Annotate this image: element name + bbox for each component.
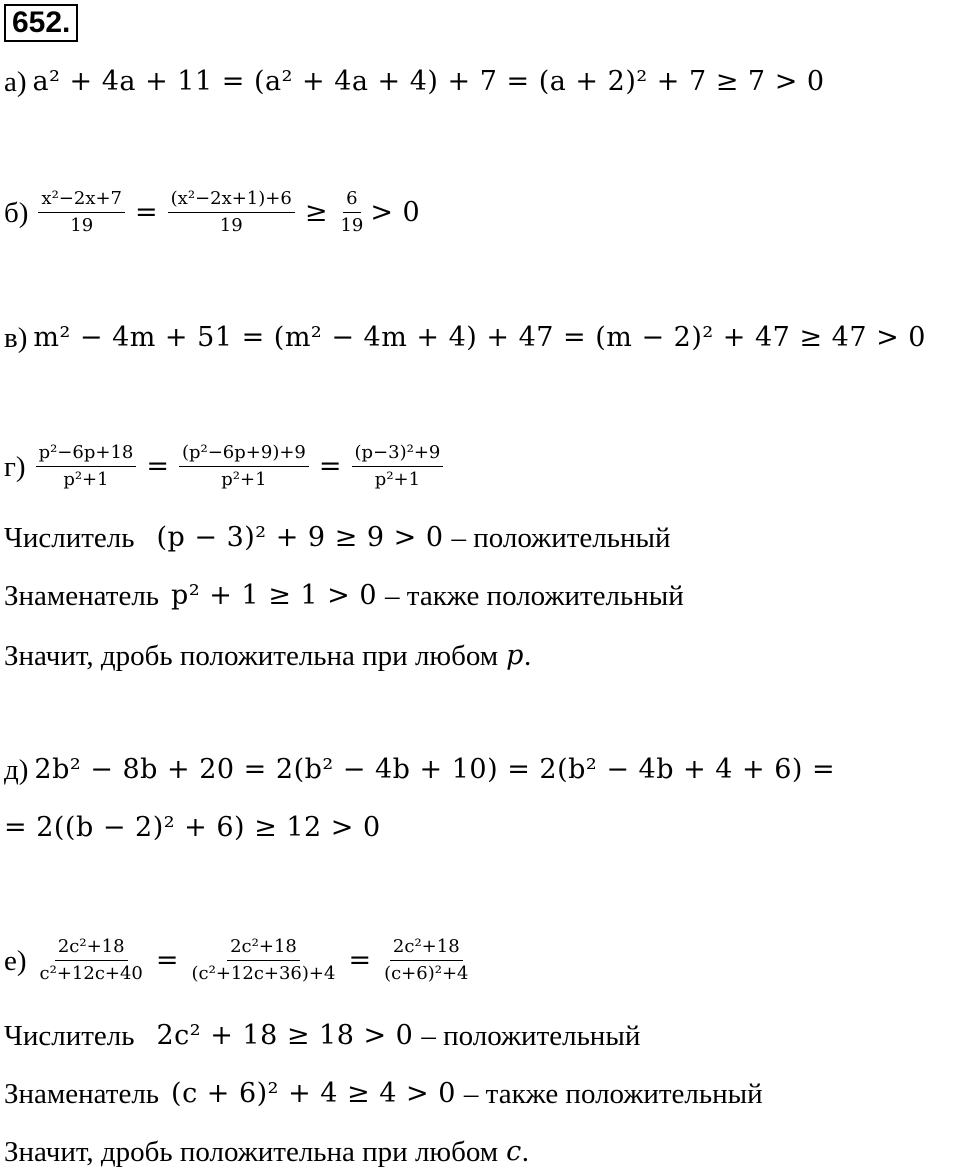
part-b-tail: > 0 — [370, 196, 421, 228]
conclusion-period: . — [521, 1136, 530, 1168]
part-g-numerator-line — [4, 518, 671, 558]
part-e-numerator-line — [4, 1016, 640, 1056]
fraction-numerator: 2c²+18 — [227, 936, 300, 961]
part-v — [4, 318, 926, 358]
part-a — [4, 62, 825, 102]
part-e-fraction-2 — [189, 936, 339, 985]
part-a-label: а) — [4, 66, 27, 98]
part-g-fraction-1 — [36, 442, 137, 491]
fraction-numerator: (x²−2x+1)+6 — [168, 188, 295, 213]
conclusion-variable: c — [506, 1136, 522, 1167]
part-v-label: в) — [4, 322, 28, 354]
numerator-conclusion: – положительный — [451, 522, 671, 554]
part-g — [4, 442, 447, 491]
equals-sign: = — [155, 944, 179, 976]
fraction-numerator: p²−6p+18 — [36, 442, 137, 467]
equals-sign: = — [318, 450, 342, 482]
part-g-denominator-line — [4, 576, 684, 616]
fraction-numerator: 6 — [343, 188, 360, 213]
part-v-expression: m² − 4m + 51 = (m² − 4m + 4) + 47 = (m − 2)² + 47 ≥ 47 > 0 — [33, 322, 926, 353]
part-e-fraction-3 — [381, 936, 471, 985]
part-d — [4, 750, 835, 790]
denominator-conclusion: – также положительный — [385, 580, 684, 612]
numerator-conclusion: – положительный — [421, 1020, 641, 1052]
fraction-denominator: 19 — [219, 215, 243, 236]
fraction-numerator: (p−3)²+9 — [352, 442, 444, 467]
part-e-label: е) — [4, 944, 27, 977]
part-a-expression: a² + 4a + 11 = (a² + 4a + 4) + 7 = (a + 2)² + 7 ≥ 7 > 0 — [32, 66, 825, 97]
part-d-expression-line-2: = 2((b − 2)² + 6) ≥ 12 > 0 — [4, 812, 381, 843]
part-b-fraction-2 — [168, 188, 295, 237]
part-d-continuation — [4, 808, 381, 848]
part-g-fraction-3 — [352, 442, 444, 491]
conclusion-text: Значит, дробь положительна при любом — [4, 1136, 499, 1168]
fraction-denominator: 19 — [340, 215, 364, 236]
part-g-label: г) — [4, 450, 26, 483]
conclusion-variable: p — [506, 640, 524, 671]
part-g-fraction-2 — [179, 442, 309, 491]
part-g-conclusion — [4, 636, 531, 676]
fraction-denominator: (c+6)²+4 — [384, 963, 469, 984]
fraction-numerator: x²−2x+7 — [38, 188, 125, 213]
numerator-word: Числитель — [4, 522, 135, 554]
part-b-label: б) — [4, 196, 29, 229]
part-d-label: д) — [4, 754, 29, 786]
numerator-expression: 2c² + 18 ≥ 18 > 0 — [156, 1020, 414, 1051]
equals-sign: = — [146, 450, 169, 482]
part-e — [4, 936, 476, 985]
numerator-word: Числитель — [4, 1020, 135, 1052]
equals-sign: = — [348, 944, 372, 976]
fraction-denominator: 19 — [70, 215, 94, 236]
part-e-denominator-line — [4, 1074, 763, 1114]
part-b-fraction-1 — [38, 188, 125, 237]
fraction-numerator: 2c²+18 — [390, 936, 463, 961]
denominator-word: Знаменатель — [4, 580, 160, 612]
conclusion-period: . — [523, 640, 532, 672]
part-e-conclusion — [4, 1132, 529, 1172]
denominator-expression: (c + 6)² + 4 ≥ 4 > 0 — [171, 1078, 456, 1109]
denominator-expression: p² + 1 ≥ 1 > 0 — [171, 580, 378, 611]
part-b-fraction-3 — [337, 188, 366, 237]
fraction-denominator: p²+1 — [63, 469, 109, 490]
part-d-expression-line-1: 2b² − 8b + 20 = 2(b² − 4b + 10) = 2(b² − 4b + 4 + 6) = — [34, 754, 836, 785]
numerator-expression: (p − 3)² + 9 ≥ 9 > 0 — [156, 522, 444, 553]
part-e-fraction-1 — [37, 936, 146, 985]
denominator-word: Знаменатель — [4, 1078, 160, 1110]
conclusion-text: Значит, дробь положительна при любом — [4, 640, 499, 672]
fraction-numerator: (p²−6p+9)+9 — [179, 442, 309, 467]
part-b — [4, 188, 420, 237]
equals-sign: = — [135, 196, 158, 228]
fraction-denominator: (c²+12c+36)+4 — [191, 963, 336, 984]
fraction-denominator: c²+12c+40 — [39, 963, 143, 984]
fraction-numerator: 2c²+18 — [55, 936, 128, 961]
denominator-conclusion: – также положительный — [463, 1078, 763, 1110]
problem-number: 652. — [4, 4, 78, 42]
fraction-denominator: p²+1 — [374, 469, 421, 490]
geq-sign: ≥ — [304, 196, 328, 228]
fraction-denominator: p²+1 — [221, 469, 267, 490]
